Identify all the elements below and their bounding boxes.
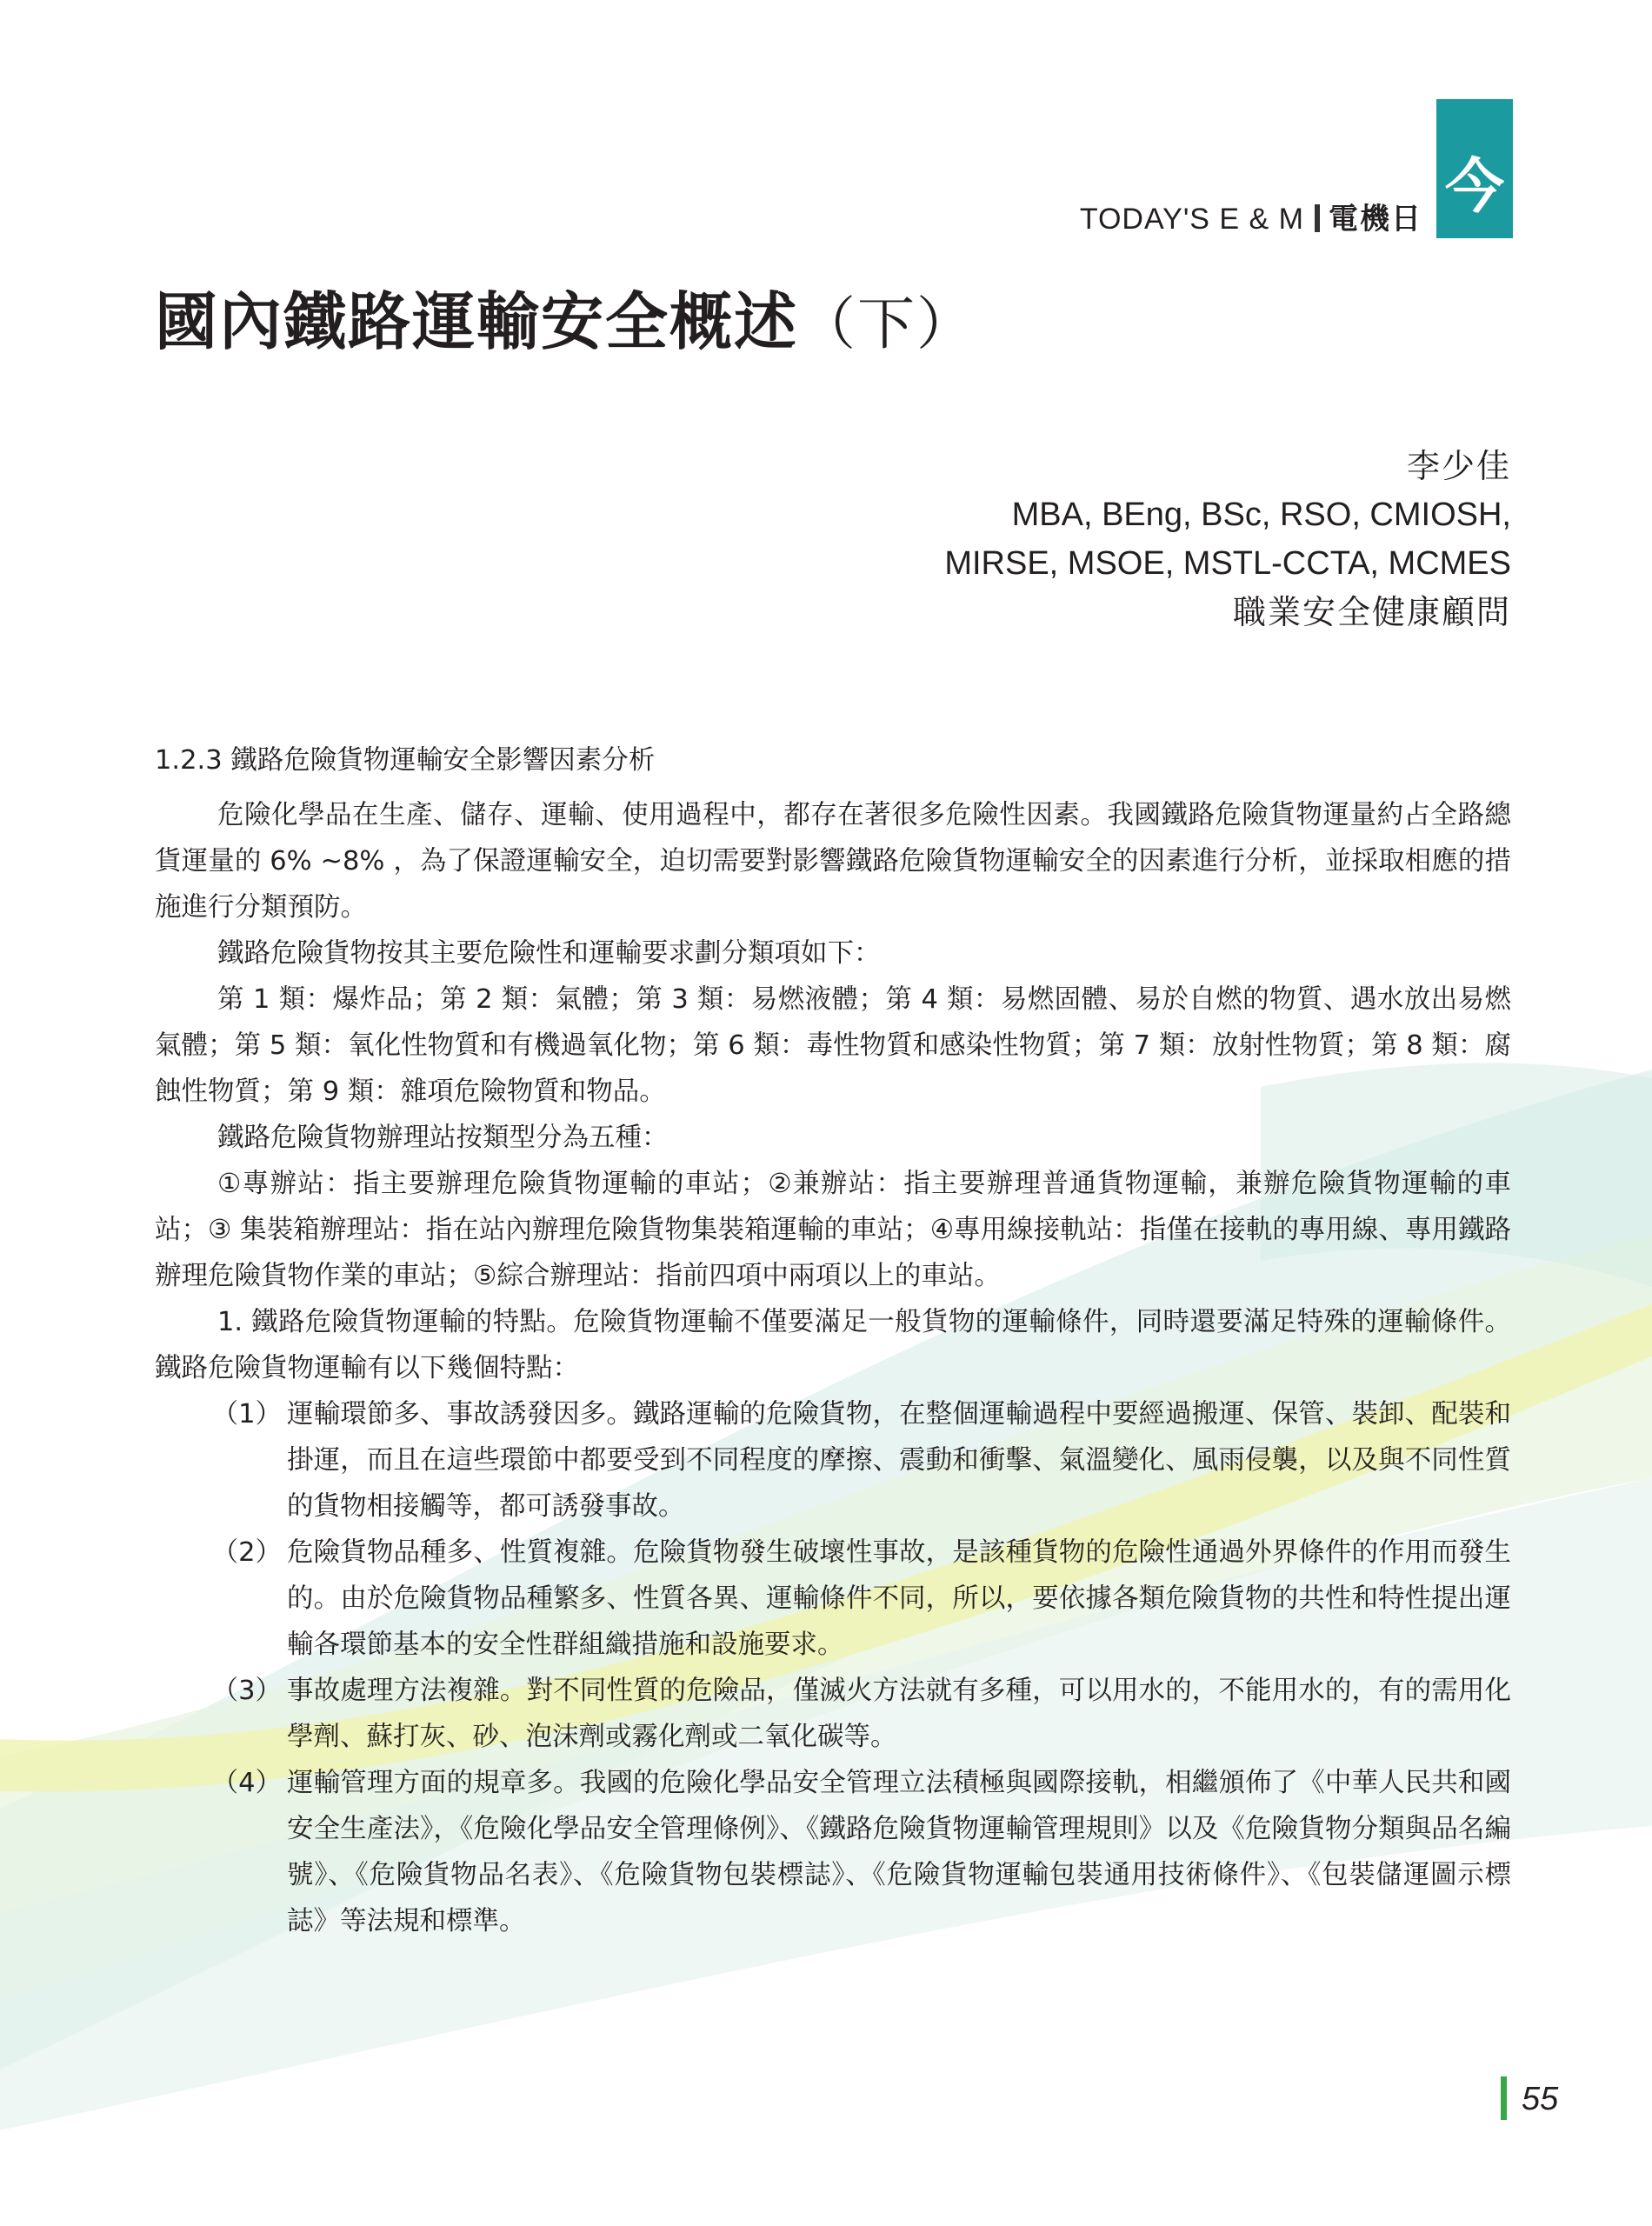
magazine-name-en: TODAY'S E & M (1079, 203, 1304, 236)
list-item-text: 運輸管理方面的規章多。我國的危險化學品安全管理立法積極與國際接軌，相繼頒佈了《中華人民共和國安全生產法》，《危險化學品安全管理條例》、《鐵路危險貨物運輸管理規則》以及《危險貨物分類與品名編號》、《危險貨物品名表》、《危險貨物包裝標誌》、《危險貨物運輸包裝通用技術條件》、《包裝儲運圖示標誌》等法規和標準。 (287, 1768, 1511, 1936)
paragraph: 鐵路危險貨物辦理站按類型分為五種： (217, 1123, 669, 1153)
paragraph: 第 1 類：爆炸品；第 2 類：氣體；第 3 類：易燃液體；第 4 類：易燃固體、易於自燃的物質、遇水放出易燃氣體；第 5 類：氧化性物質和有機過氧化物；第 6 類：毒性物質和感染性物質；第 7 類：放射性物質；第 8 類：腐蝕性物質；第 9 類：雜項危險物質和物品。 (155, 984, 1511, 1107)
author-role: 職業安全健康顧問 (1232, 593, 1511, 631)
paragraph: 危險化學品在生產、儲存、運輸、使用過程中，都存在著很多危險性因素。我國鐵路危險貨物運量約占全路總貨運量的 6% ~8% ，為了保證運輸安全，迫切需要對影響鐵路危險貨物運輸安全的因素進行分析，並採取相應的措施進行分類預防。 (155, 800, 1511, 923)
list-item (155, 1668, 1511, 1760)
list-item-number: （2） (211, 1537, 282, 1568)
header-divider (1315, 204, 1320, 232)
author-block (944, 442, 1511, 636)
list-item-number: （1） (211, 1399, 282, 1430)
paragraph: 鐵路危險貨物按其主要危險性和運輸要求劃分類項如下： (217, 938, 881, 969)
magazine-name-zh: 電機日 (1329, 202, 1422, 237)
list-item-text: 事故處理方法複雜。對不同性質的危險品，僅滅火方法就有多種，可以用水的，不能用水的，有的需用化學劑、蘇打灰、砂、泡沫劑或霧化劑或二氧化碳等。 (287, 1676, 1511, 1752)
header-tab-character: 今 (1444, 153, 1504, 222)
list-item-number: （4） (211, 1768, 282, 1798)
list-item-text: 運輸環節多、事故誘發因多。鐵路運輸的危險貨物，在整個運輸過程中要經過搬運、保管、裝卸、配裝和掛運，而且在這些環節中都要受到不同程度的摩擦、震動和衝擊、氣溫變化、風雨侵襲，以及與不同性質的貨物相接觸等，都可誘發事故。 (287, 1399, 1511, 1522)
author-name: 李少佳 (1406, 447, 1511, 485)
paragraph: ①專辦站：指主要辦理危險貨物運輸的車站；②兼辦站：指主要辦理普通貨物運輸，兼辦危險貨物運輸的車站；③ 集裝箱辦理站：指在站內辦理危險貨物集裝箱運輸的車站；④專用線接軌站：指僅在接軌的專用線、專用鐵路辦理危險貨物作業的車站；⑤綜合辦理站：指前四項中兩項以上的車站。 (155, 1169, 1511, 1291)
paragraph: 1. 鐵路危險貨物運輸的特點。危險貨物運輸不僅要滿足一般貨物的運輸條件，同時還要滿足特殊的運輸條件。鐵路危險貨物運輸有以下幾個特點： (155, 1307, 1511, 1383)
section-heading: 1.2.3 鐵路危險貨物運輸安全影響因素分析 (155, 745, 656, 776)
running-header (1080, 202, 1422, 237)
list-item-text: 危險貨物品種多、性質複雜。危險貨物發生破壞性事故，是該種貨物的危險性通過外界條件的作用而發生的。由於危險貨物品種繁多、性質各異、運輸條件不同，所以，要依據各類危險貨物的共性和特性提出運輸各環節基本的安全性群組織措施和設施要求。 (287, 1537, 1511, 1660)
list-item-number: （3） (211, 1676, 282, 1706)
article-body (155, 737, 1511, 1944)
list-item (155, 1530, 1511, 1668)
author-credentials-line1: MBA, BEng, BSc, RSO, CMIOSH, (1011, 497, 1511, 533)
list-item (155, 1391, 1511, 1530)
list-item (155, 1760, 1511, 1944)
article-title (155, 280, 976, 366)
feature-list (155, 1391, 1511, 1944)
page-number-bar (1501, 2076, 1507, 2120)
article-title-main: 國內鐵路運輸安全概述 (155, 285, 799, 358)
article-title-sub: （下） (798, 290, 976, 357)
author-credentials-line2: MIRSE, MSOE, MSTL-CCTA, MCMES (944, 545, 1511, 582)
page-number: 55 (1522, 2081, 1559, 2117)
